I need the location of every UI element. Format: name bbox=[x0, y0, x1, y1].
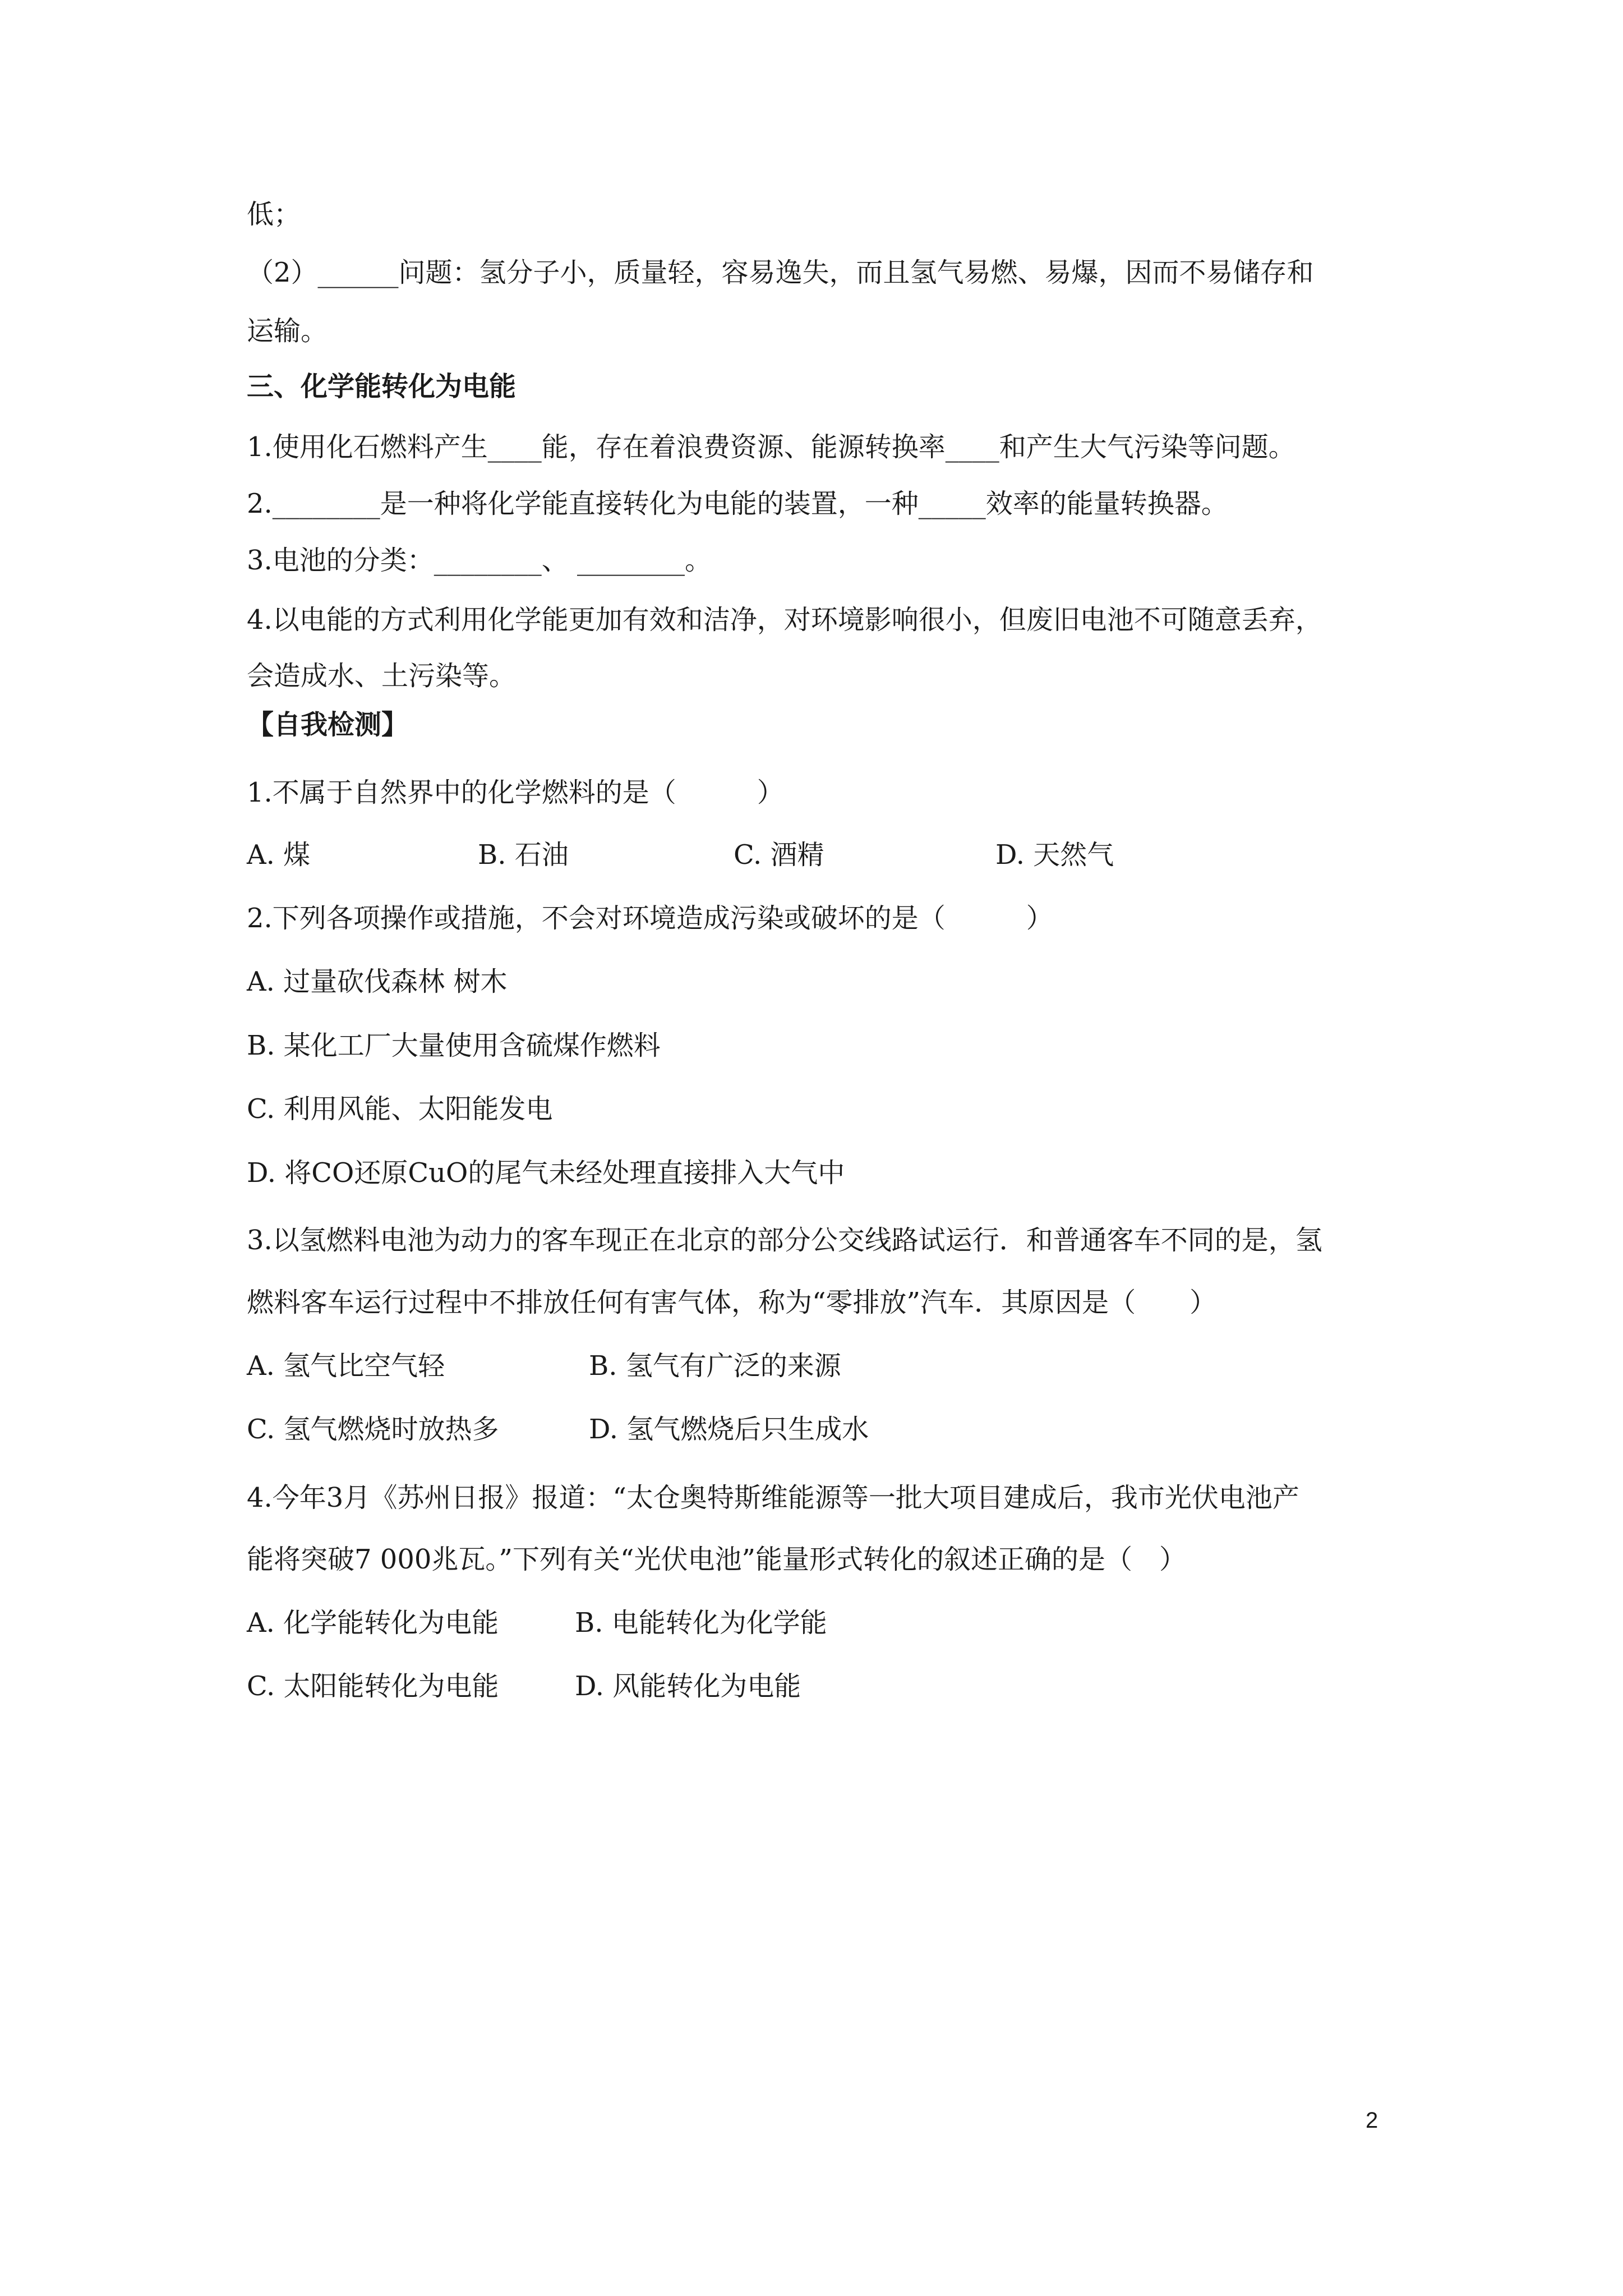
q1-option-a: A. 煤 bbox=[247, 839, 311, 871]
q4-option-d: D. 风能转化为电能 bbox=[575, 1671, 801, 1702]
q3-option-d: D. 氢气燃烧后只生成水 bbox=[589, 1414, 869, 1445]
q2-option-b: B. 某化工厂大量使用含硫煤作燃料 bbox=[247, 1030, 661, 1061]
question-4-line1: 4.今年3月《苏州日报》报道：“太仓奥特斯维能源等一批大项目建成后，我市光伏电池产 bbox=[247, 1482, 1299, 1513]
text-line: 3.电池的分类：________、 ________。 bbox=[247, 545, 712, 576]
question-1: 1.不属于自然界中的化学燃料的是（ ） bbox=[247, 777, 784, 808]
q2-option-d: D. 将CO还原CuO的尾气未经处理直接排入大气中 bbox=[247, 1157, 845, 1189]
text-line: 4.以电能的方式利用化学能更加有效和洁净，对环境影响很小，但废旧电池不可随意丢弃， bbox=[247, 604, 1322, 636]
q2-option-c: C. 利用风能、太阳能发电 bbox=[247, 1093, 553, 1125]
text-line: （2）______问题：氢分子小，质量轻，容易逸失，而且氢气易燃、易爆，因而不易储存和 bbox=[247, 257, 1314, 288]
question-2: 2.下列各项操作或措施，不会对环境造成污染或破坏的是（ ） bbox=[247, 903, 1053, 934]
q4-option-c: C. 太阳能转化为电能 bbox=[247, 1671, 499, 1702]
q4-option-a: A. 化学能转化为电能 bbox=[247, 1607, 499, 1639]
question-4-line2: 能将突破7 000兆瓦。”下列有关“光伏电池”能量形式转化的叙述正确的是（ ） bbox=[247, 1544, 1187, 1575]
section-heading: 【自我检测】 bbox=[247, 709, 409, 740]
text-line: 低； bbox=[247, 199, 301, 230]
page-number: 2 bbox=[1366, 2108, 1378, 2133]
q4-option-b: B. 电能转化为化学能 bbox=[575, 1607, 827, 1639]
q3-option-c: C. 氢气燃烧时放热多 bbox=[247, 1414, 499, 1445]
text-line: 1.使用化石燃料产生____能，存在着浪费资源、能源转换率____和产生大气污染等问题。 bbox=[247, 431, 1295, 463]
q1-option-d: D. 天然气 bbox=[995, 839, 1114, 871]
q1-option-b: B. 石油 bbox=[478, 839, 569, 871]
question-3-line1: 3.以氢燃料电池为动力的客车现正在北京的部分公交线路试运行．和普通客车不同的是，氢 bbox=[247, 1225, 1322, 1256]
q3-option-b: B. 氢气有广泛的来源 bbox=[589, 1350, 841, 1382]
question-3-line2: 燃料客车运行过程中不排放任何有害气体，称为“零排放”汽车．其原因是（ ） bbox=[247, 1287, 1217, 1318]
text-line: 会造成水、土污染等。 bbox=[247, 660, 517, 692]
section-heading: 三、化学能转化为电能 bbox=[247, 371, 517, 402]
text-line: 2.________是一种将化学能直接转化为电能的装置，一种_____效率的能量转换器。 bbox=[247, 488, 1228, 519]
text-line: 运输。 bbox=[247, 315, 328, 347]
q3-option-a: A. 氢气比空气轻 bbox=[247, 1350, 445, 1382]
q1-option-c: C. 酒精 bbox=[734, 839, 824, 871]
q2-option-a: A. 过量砍伐森林 树木 bbox=[247, 966, 508, 997]
